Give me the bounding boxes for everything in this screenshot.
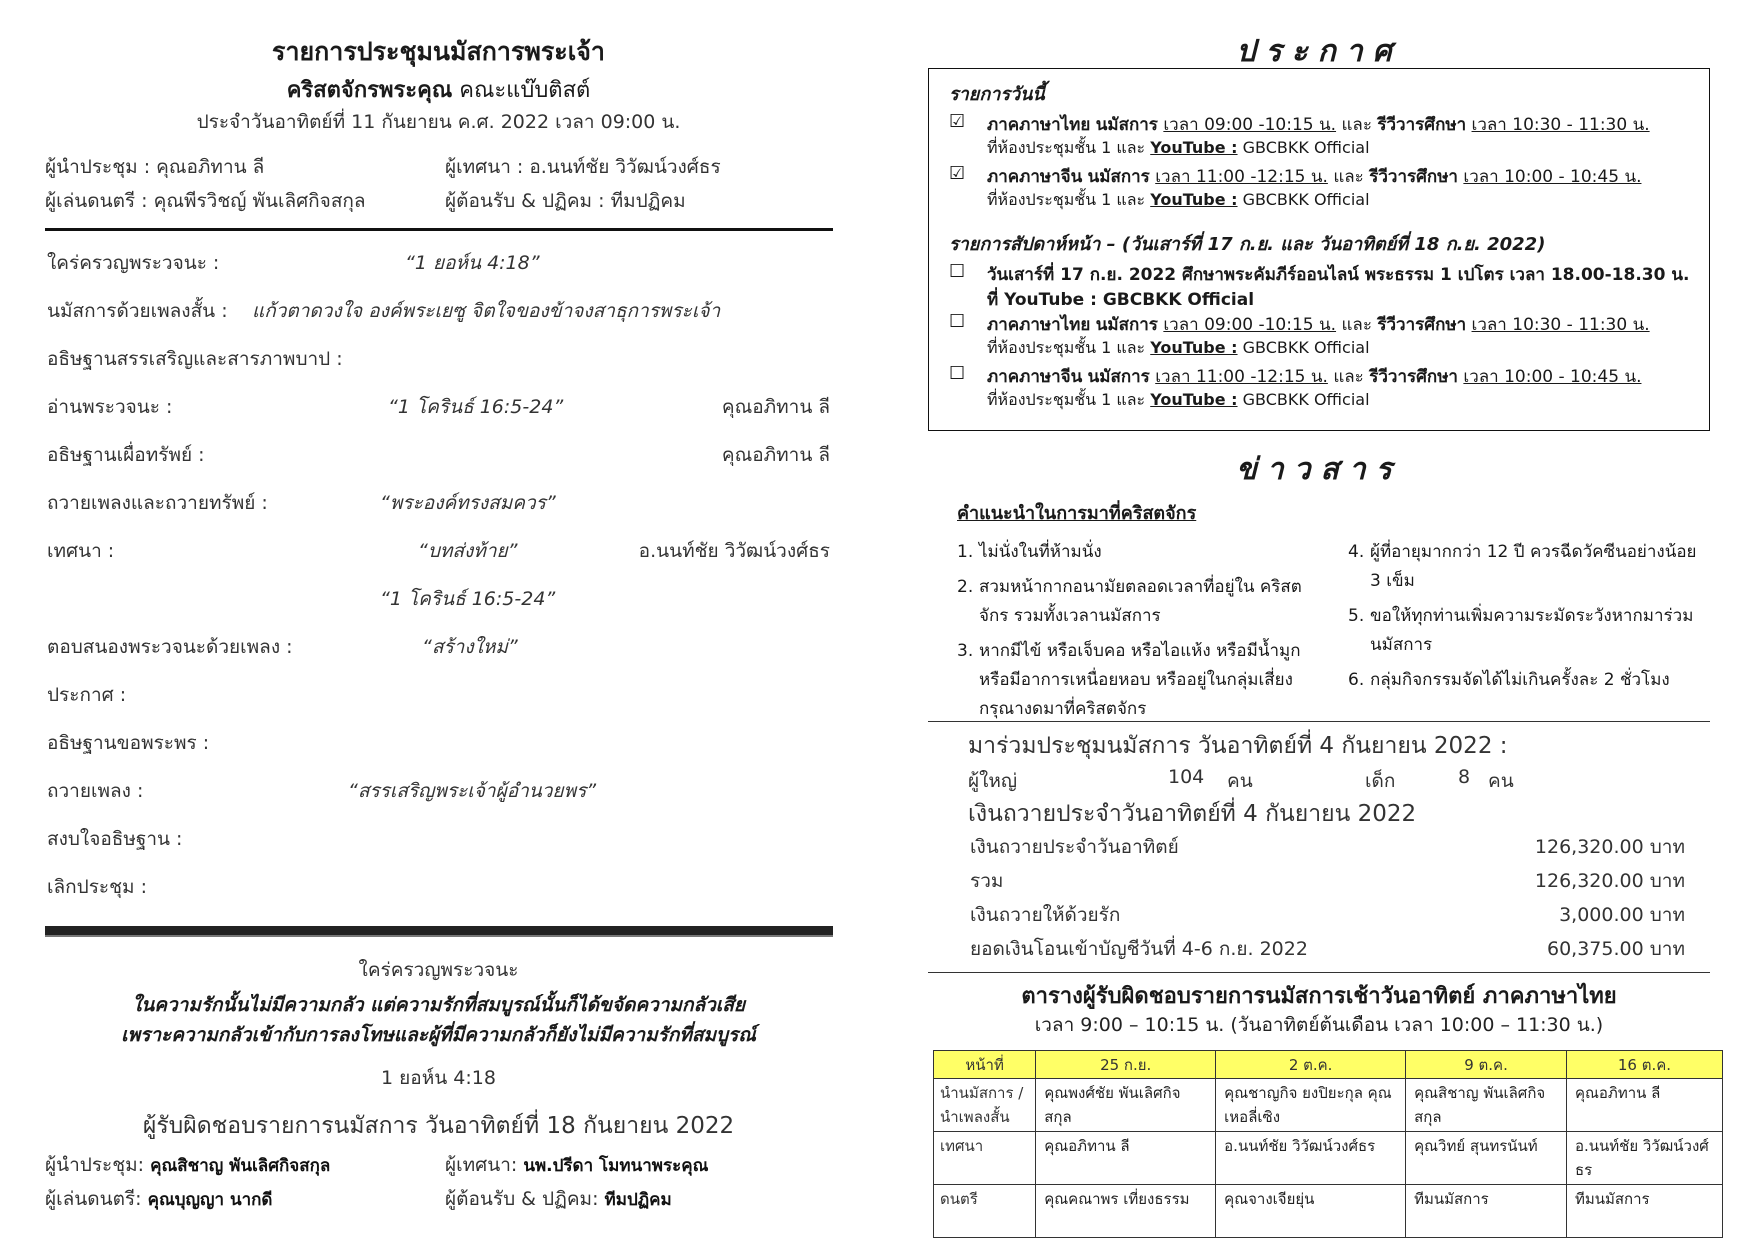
youtube-channel: GBCBKK Official	[1242, 338, 1370, 357]
service-item-lang: ภาคภาษาไทย	[987, 315, 1091, 335]
schedule-title: ตารางผู้รับผิดชอบรายการนมัสการเช้าวันอาทิตย์ ภาคภาษาไทย	[1021, 984, 1617, 1009]
service-item-place: ที่ห้องประชุมชั้น 1 และ	[987, 138, 1146, 157]
program-item-label: อ่านพระวจนะ :	[47, 396, 173, 418]
service-title: รายการประชุมนมัสการพระเจ้า	[272, 37, 605, 66]
saturday-line-1: วันเสาร์ที่ 17 ก.ย. 2022 ศึกษาพระคัมภีร์ออนไลน์ พระธรรม 1 เปโตร เวลา 18.00-18.30 น.	[987, 265, 1690, 285]
offering-row	[970, 934, 1685, 964]
divider	[928, 721, 1710, 722]
guide-item-number: 4.	[1348, 542, 1365, 562]
guide-item-text: สวมหน้ากากอนามัยตลอดเวลาที่อยู่ใน คริสตจักร รวมทั้งเวลานมัสการ	[979, 577, 1302, 626]
next-musician-label: ผู้เล่นดนตรี:	[45, 1188, 142, 1210]
program-item-label: เลิกประชุม :	[47, 876, 147, 898]
service-item-place: ที่ห้องประชุมชั้น 1 และ	[987, 190, 1146, 209]
table-cell: อ.นนท์ชัย วิวัฒน์วงศ์ธร	[1216, 1132, 1406, 1185]
next-week-heading: รายการสัปดาห์หน้า – (วันเสาร์ที่ 17 ก.ย. และ วันอาทิตย์ที่ 18 ก.ย. 2022)	[949, 234, 1546, 255]
service-item-and: และ	[1341, 115, 1372, 135]
guide-item-number: 6.	[1348, 670, 1365, 690]
table-cell: คุณสิชาญ พันเลิศกิจสกุล	[1406, 1079, 1567, 1132]
service-item	[949, 311, 1699, 361]
program-item-label: อธิษฐานเผื่อทรัพย์ :	[47, 444, 205, 466]
offering-amount: 60,375.00 บาท	[1547, 938, 1685, 960]
guide-list-left	[957, 538, 1327, 730]
guide-item-text: ผู้ที่อายุมากกว่า 12 ปี ควรฉีดวัคซีนอย่างน้อย 3 เข็ม	[1370, 542, 1697, 591]
guide-heading: คำแนะนำในการมาที่คริสตจักร	[957, 503, 1197, 524]
service-usher: ผู้ต้อนรับ & ปฏิคม : ทีมปฏิคม	[445, 190, 686, 212]
table-header-cell: 9 ต.ค.	[1406, 1051, 1567, 1079]
saturday-line-2: ที่ YouTube : GBCBKK Official	[987, 290, 1255, 310]
table-cell: คุณจางเจียยุ่น	[1216, 1185, 1406, 1238]
service-item-worship: นมัสการ	[1095, 315, 1158, 335]
program-item-label: ถวายเพลง :	[47, 780, 144, 802]
table-row	[934, 1079, 1723, 1132]
table-header-cell: 16 ต.ค.	[1566, 1051, 1722, 1079]
guide-item-text: หากมีไข้ หรือเจ็บคอ หรือไอแห้ง หรือมีน้ำมูก หรือมีอาการเหนื่อยหอบ หรืออยู่ในกลุ่มเสี่ยง กรุณางดมาที่คริสตจักร	[979, 641, 1301, 719]
service-item-place: ที่ห้องประชุมชั้น 1 และ	[987, 338, 1146, 357]
service-item-line-2	[987, 388, 1370, 413]
service-item-line-2	[987, 336, 1370, 361]
program-item-label: ถวายเพลงและถวายทรัพย์ :	[47, 492, 268, 514]
service-item	[949, 111, 1699, 161]
adult-label: ผู้ใหญ่	[968, 770, 1018, 792]
program-item-label: อธิษฐานสรรเสริญและสารภาพบาป :	[47, 348, 343, 370]
offering-row	[970, 832, 1685, 862]
schedule-box	[928, 68, 1710, 431]
offering-amount: 3,000.00 บาท	[1559, 904, 1685, 926]
program-item-person: อ.นนท์ชัย วิวัฒน์วงศ์ธร	[638, 540, 830, 562]
table-row-role: นำนมัสการ /นำเพลงสั้น	[934, 1079, 1036, 1132]
service-item-line-2	[987, 136, 1370, 161]
service-item-time2: เวลา 10:00 - 10:45 น.	[1463, 367, 1642, 387]
service-item-lang: ภาคภาษาจีน	[987, 167, 1083, 187]
guide-item-number: 3.	[957, 641, 974, 661]
table-cell: คุณวิทย์ สุนทรนันท์	[1406, 1132, 1567, 1185]
checkbox-icon: ☑	[949, 163, 966, 184]
next-preacher	[445, 1150, 708, 1180]
service-item-line-1	[987, 163, 1641, 190]
youtube-label: YouTube :	[1150, 338, 1238, 357]
service-item-time2: เวลา 10:00 - 10:45 น.	[1463, 167, 1642, 187]
today-heading: รายการวันนี้	[949, 84, 1045, 105]
checkbox-icon: ☐	[949, 311, 966, 332]
service-item-place: ที่ห้องประชุมชั้น 1 และ	[987, 390, 1146, 409]
table-cell: คุณอภิทาน ลี	[1566, 1079, 1722, 1132]
youtube-channel: GBCBKK Official	[1242, 138, 1370, 157]
next-usher-label: ผู้ต้อนรับ & ปฏิคม:	[445, 1188, 599, 1210]
service-item-time2: เวลา 10:30 - 11:30 น.	[1471, 115, 1650, 135]
next-leader-label: ผู้นำประชุม:	[45, 1154, 145, 1176]
checkbox-icon: ☑	[949, 111, 966, 132]
schedule-time: เวลา 9:00 – 10:15 น. (วันอาทิตย์ต้นเดือน เวลา 10:00 – 11:30 น.)	[1034, 1014, 1604, 1036]
next-leader-name: คุณสิชาญ พันเลิศกิจสกุล	[150, 1156, 331, 1176]
service-item-study: รีวีวารศึกษา	[1377, 315, 1467, 335]
verse-line-2: เพราะความกลัวเข้ากับการลงโทษและผู้ที่มีความกลัวก็ยังไม่มีความรักที่สมบูรณ์	[121, 1024, 756, 1046]
offering-amount: 126,320.00 บาท	[1534, 836, 1685, 858]
program-item-label: เทศนา :	[47, 540, 115, 562]
service-leader: ผู้นำประชุม : คุณอภิทาน ลี	[45, 156, 265, 178]
service-item-study: รีวีวารศึกษา	[1369, 167, 1458, 187]
church-denomination: คณะแบ๊บติสต์	[459, 78, 591, 103]
service-item-and: และ	[1341, 315, 1372, 335]
service-item-and: และ	[1333, 167, 1364, 187]
guide-item	[1348, 538, 1708, 596]
table-cell: ทีมนมัสการ	[1406, 1185, 1567, 1238]
table-header-cell: 2 ต.ค.	[1216, 1051, 1406, 1079]
table-row	[934, 1132, 1723, 1185]
youtube-label: YouTube :	[1150, 190, 1238, 209]
program-item-label: ตอบสนองพระวจนะด้วยเพลง :	[47, 636, 293, 658]
guide-item-text: ขอให้ทุกท่านเพิ่มความระมัดระวังหากมาร่วม นมัสการ	[1370, 606, 1694, 655]
service-item	[949, 363, 1699, 413]
youtube-label: YouTube :	[1150, 390, 1238, 409]
next-leader	[45, 1150, 330, 1180]
guide-item-number: 5.	[1348, 606, 1365, 626]
service-item	[949, 163, 1699, 213]
verse-line-1: ในความรักนั้นไม่มีความกลัว แต่ความรักที่สมบูรณ์นั้นก็ได้ขจัดความกลัวเสีย	[132, 994, 745, 1016]
offering-label: ยอดเงินโอนเข้าบัญชีวันที่ 4-6 ก.ย. 2022	[970, 938, 1308, 960]
offering-label: รวม	[970, 870, 1004, 892]
guide-list-right	[1348, 538, 1708, 701]
service-item-time1: เวลา 11:00 -12:15 น.	[1155, 367, 1328, 387]
program-item-label: นมัสการด้วยเพลงสั้น :	[47, 300, 228, 322]
table-row-role: ดนตรี	[934, 1185, 1036, 1238]
service-date: ประจำวันอาทิตย์ที่ 11 กันยายน ค.ศ. 2022 เวลา 09:00 น.	[196, 111, 681, 133]
program-item-label: ประกาศ :	[47, 684, 127, 706]
checkbox-icon: ☐	[949, 363, 966, 384]
program-item-detail: “สร้างใหม่”	[422, 636, 518, 658]
guide-item	[1348, 666, 1708, 695]
table-cell: คุณคณาพร เที่ยงธรรม	[1036, 1185, 1216, 1238]
program-item-detail: “1 ยอห์น 4:18”	[405, 252, 540, 274]
table-header-row	[934, 1051, 1723, 1079]
guide-item	[957, 637, 1327, 724]
service-item-line-1	[987, 363, 1641, 390]
service-item-worship: นมัสการ	[1087, 367, 1150, 387]
service-item-line-1	[987, 311, 1650, 338]
table-cell: คุณชาญกิจ ยงปิยะกุล คุณเหอลี่เซิง	[1216, 1079, 1406, 1132]
service-item-study: รีวีวารศึกษา	[1377, 115, 1467, 135]
verse-reference: 1 ยอห์น 4:18	[381, 1067, 496, 1089]
table-header-cell: 25 ก.ย.	[1036, 1051, 1216, 1079]
divider	[45, 228, 833, 231]
service-item-lang: ภาคภาษาจีน	[987, 367, 1083, 387]
church-name-bold: คริสตจักรพระคุณ	[286, 78, 453, 103]
program-item-detail: “1 โครินธ์ 16:5-24”	[388, 396, 564, 418]
table-cell: คุณอภิทาน ลี	[1036, 1132, 1216, 1185]
service-musician: ผู้เล่นดนตรี : คุณพีรวิชญ์ พันเลิศกิจสกุล	[45, 190, 366, 212]
program-item-label: อธิษฐานขอพระพร :	[47, 732, 210, 754]
program-item-label: ใคร่ครวญพระวจนะ :	[47, 252, 220, 274]
child-count: 8	[1458, 766, 1471, 788]
divider-thick	[45, 926, 833, 937]
service-item-worship: นมัสการ	[1095, 115, 1158, 135]
table-header-cell: หน้าที่	[934, 1051, 1036, 1079]
next-preacher-label: ผู้เทศนา:	[445, 1154, 518, 1176]
next-musician	[45, 1184, 272, 1214]
youtube-label: YouTube :	[1150, 138, 1238, 157]
guide-item-text: ไม่นั่งในที่ห้ามนั่ง	[979, 542, 1102, 562]
table-cell: อ.นนท์ชัย วิวัฒน์วงศ์ธร	[1566, 1132, 1722, 1185]
guide-item	[957, 573, 1327, 631]
service-item-time1: เวลา 09:00 -10:15 น.	[1163, 315, 1337, 335]
offering-title: เงินถวายประจำวันอาทิตย์ที่ 4 กันยายน 2022	[968, 801, 1417, 827]
checkbox-icon: ☐	[949, 261, 966, 282]
program-item-person: คุณอภิทาน ลี	[721, 396, 830, 418]
offering-amount: 126,320.00 บาท	[1534, 870, 1685, 892]
guide-item	[1348, 602, 1708, 660]
youtube-channel: GBCBKK Official	[1242, 190, 1370, 209]
offering-label: เงินถวายให้ด้วยรัก	[970, 904, 1121, 926]
service-item-and: และ	[1333, 367, 1364, 387]
program-item-detail: “พระองค์ทรงสมควร”	[380, 492, 556, 514]
child-unit: คน	[1488, 770, 1514, 792]
child-label: เด็ก	[1365, 770, 1396, 792]
youtube-channel: GBCBKK Official	[1242, 390, 1370, 409]
program-item-detail: “สรรเสริญพระเจ้าผู้อำนวยพร”	[348, 780, 597, 802]
news-title: ข่าวสาร	[1236, 452, 1402, 487]
next-week-responsibility-title: ผู้รับผิดชอบรายการนมัสการ วันอาทิตย์ที่ 18 กันยายน 2022	[142, 1113, 735, 1139]
attendance-title: มาร่วมประชุมนมัสการ วันอาทิตย์ที่ 4 กันยายน 2022 :	[968, 733, 1508, 759]
next-usher-name: ทีมปฏิคม	[604, 1190, 672, 1210]
service-item-line-2	[987, 188, 1370, 213]
divider	[928, 972, 1710, 973]
service-item-time2: เวลา 10:30 - 11:30 น.	[1471, 315, 1650, 335]
next-usher	[445, 1184, 672, 1214]
guide-item-number: 1.	[957, 542, 974, 562]
offering-label: เงินถวายประจำวันอาทิตย์	[970, 836, 1179, 858]
next-musician-name: คุณบุญญา นากดี	[147, 1190, 273, 1210]
program-item-label: สงบใจอธิษฐาน :	[47, 828, 183, 850]
church-name	[0, 72, 877, 107]
adult-unit: คน	[1227, 770, 1253, 792]
guide-item	[957, 538, 1327, 567]
table-cell: คุณพงศ์ชัย พันเลิศกิจสกุล	[1036, 1079, 1216, 1132]
next-preacher-name: นพ.ปรีดา โมทนาพระคุณ	[523, 1156, 709, 1176]
guide-item-text: กลุ่มกิจกรรมจัดได้ไม่เกินครั้งละ 2 ชั่วโมง	[1370, 670, 1670, 690]
table-row	[934, 1185, 1723, 1238]
service-item-time1: เวลา 09:00 -10:15 น.	[1163, 115, 1337, 135]
guide-item-number: 2.	[957, 577, 974, 597]
announcements-title: ประกาศ	[1236, 34, 1402, 69]
offering-row	[970, 866, 1685, 896]
service-item-lang: ภาคภาษาไทย	[987, 115, 1091, 135]
program-item-detail: “1 โครินธ์ 16:5-24”	[380, 588, 556, 610]
meditation-label: ใคร่ครวญพระวจนะ	[358, 959, 519, 981]
program-item-person: คุณอภิทาน ลี	[721, 444, 830, 466]
program-item-detail: แก้วตาดวงใจ องค์พระเยซู จิตใจของข้าจงสาธุการพระเจ้า	[252, 300, 721, 322]
table-cell: ทีมนมัสการ	[1566, 1185, 1722, 1238]
table-row-role: เทศนา	[934, 1132, 1036, 1185]
service-item-study: รีวีวารศึกษา	[1369, 367, 1458, 387]
program-item-detail: “บทส่งท้าย”	[418, 540, 518, 562]
service-preacher: ผู้เทศนา : อ.นนท์ชัย วิวัฒน์วงศ์ธร	[445, 156, 721, 178]
offering-row	[970, 900, 1685, 930]
service-item-worship: นมัสการ	[1087, 167, 1150, 187]
table-body	[934, 1079, 1723, 1238]
service-item-line-1	[987, 111, 1650, 138]
service-item-time1: เวลา 11:00 -12:15 น.	[1155, 167, 1328, 187]
adult-count: 104	[1168, 766, 1205, 788]
responsibility-table	[933, 1050, 1723, 1238]
